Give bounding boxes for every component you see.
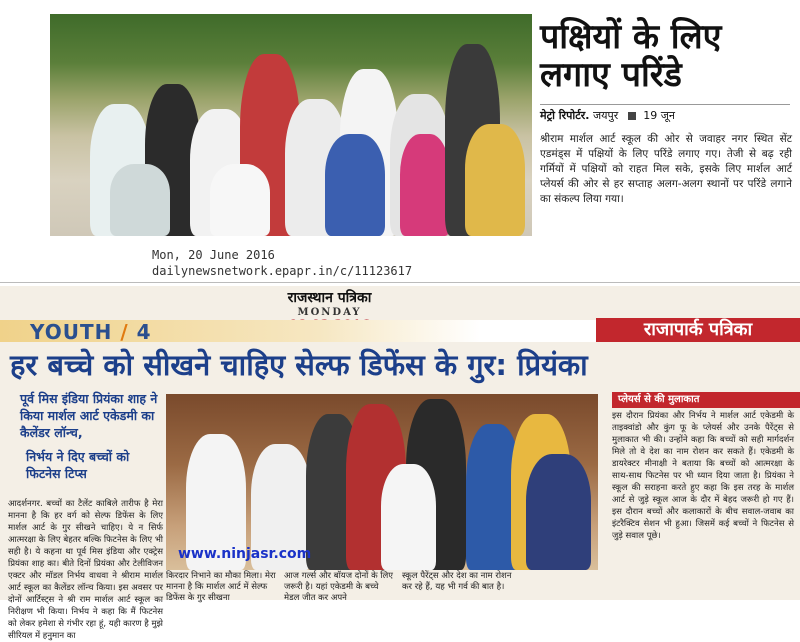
section-name: YOUTH: [30, 320, 113, 344]
masthead-day: MONDAY: [297, 307, 362, 318]
website-link[interactable]: www.ninjasr.com: [178, 546, 312, 562]
edition-banner: राजापार्क पत्रिका: [596, 318, 800, 342]
sidebar-title: प्लेयर्स से की मुलाकात: [612, 392, 800, 408]
left-article-body: आदर्शनगर. बच्चों का टैलेंट काबिले तारीफ है मेरा मानना है कि हर वर्ग को सेल्फ डिफेंस के लिए मार्शल आर्ट के गुर सीखने चाहिए। ये न सिर्फ आत्मरक्षा के लिए बेहतर बल्कि फिटनेस के लिए भी सही है। ये कहना था पूर्व मिस इंडिया और एक्ट्रेस प्रियंका शाह का। बीते दिनों प्रियंका और टेलीविजन एक्टर और मॉडल निर्भय वाधवा ने श्रीराम मार्शल आर्ट स्कूल का कैलेंडर लॉन्च किया। इस अवसर पर दोनों आर्टिस्ट्स ने श्री राम मार्शल आर्ट स्कूल का निरीक्षण भी किया। निर्भय ने कहा कि मैं फिटनेस को लेकर हमेशा से गंभीर रहा हूं, यही कारण है मुझे सीरियल में हनुमान का: [8, 499, 163, 641]
bottom-column-3: स्कूल पैरेंट्स और देश का नाम रोशन कर रहे हैं, यह भी गर्व की बात है।: [402, 571, 512, 592]
byline-city: जयपुर: [592, 109, 619, 122]
clip-divider: [0, 282, 800, 283]
children-group-photo: [50, 14, 532, 236]
subheadline-1: पूर्व मिस इंडिया प्रियंका शाह ने किया मार्शल आर्ट एकेडमी का कैलेंडर लॉन्च,: [20, 391, 158, 440]
sidebar-body: इस दौरान प्रियंका और निर्भय ने मार्शल आर्ट एकेडमी के ताइक्वांडो और कुंग फू के प्लेयर्स और उनके पैरेंट्स से मुलाकात भी की। उन्होंने कहा कि बच्चों को सही मार्गदर्शन मिले तो वे देश का नाम रोशन कर सकते हैं। एकेडमी के डायरेक्टर मीनाक्षी ने बताया कि बच्चों को आत्मरक्षा के साथ-साथ फिटनेस पर भी ध्यान दिया जाता है। प्रियंका ने स्कूल की सराहना करते हुए कहा कि इस तरह के मार्शल आर्ट से जुड़े स्कूल आज के दौर में बेहद जरूरी हो गए हैं। इस दौरान बच्चों और कलाकारों के बीच सवाल-जवाब का इंटरैक्टिव सेशन भी हुआ। जिसमें कई बच्चों ने फिटनेस से जुड़े सवाल पूछे।: [612, 411, 794, 541]
event-group-photo: [166, 394, 598, 570]
bottom-news-clipping: [0, 286, 800, 641]
bottom-headline: हर बच्चे को सीखने चाहिए सेल्फ डिफेंस के गुर: प्रियंका: [10, 348, 588, 382]
top-article-body: श्रीराम मार्शल आर्ट स्कूल की ओर से जवाहर नगर स्थित सेंट एडमंड्स में पक्षियों के लिए परिंडे लगाए गए। तेजी से बढ़ रही गर्मियों में पक्षियों को राहत मिल सके, इसके लिए मार्शल आर्ट प्लेयर्स की ओर से हर सप्ताह अलग-अलग स्थानों पर परिंडे लगाने का संकल्प लिया गया।: [540, 133, 792, 205]
byline-date: 19 जून: [643, 109, 676, 122]
top-news-clipping: [48, 10, 800, 242]
section-page: 4: [136, 320, 152, 344]
byline-source: मेट्रो रिपोर्टर.: [540, 109, 590, 122]
clip-date-caption: Mon, 20 June 2016: [152, 248, 275, 262]
subheadline-2: निर्भय ने दिए बच्चों को फिटनेस टिप्स: [26, 449, 130, 481]
top-headline: पक्षियों के लिए लगाए परिंडे: [540, 17, 722, 95]
clip-source-caption: dailynewsnetwork.epapr.in/c/11123617: [152, 264, 413, 278]
bottom-column-1: किरदार निभाने का मौका मिला। मेरा मानना है कि मार्शल आर्ट में सेल्फ डिफेंस के गुर सीखना: [166, 571, 276, 603]
square-bullet-icon: [628, 112, 636, 120]
masthead-title: राजस्थान पत्रिका: [287, 290, 372, 306]
section-slash: /: [120, 320, 129, 344]
section-label: [30, 320, 152, 344]
top-byline: [540, 104, 790, 123]
bottom-column-2: आज गर्ल्स और बॉयज दोनों के लिए जरूरी है। यहां एकेडमी के बच्चे मेडल जीत कर अपने: [284, 571, 393, 603]
